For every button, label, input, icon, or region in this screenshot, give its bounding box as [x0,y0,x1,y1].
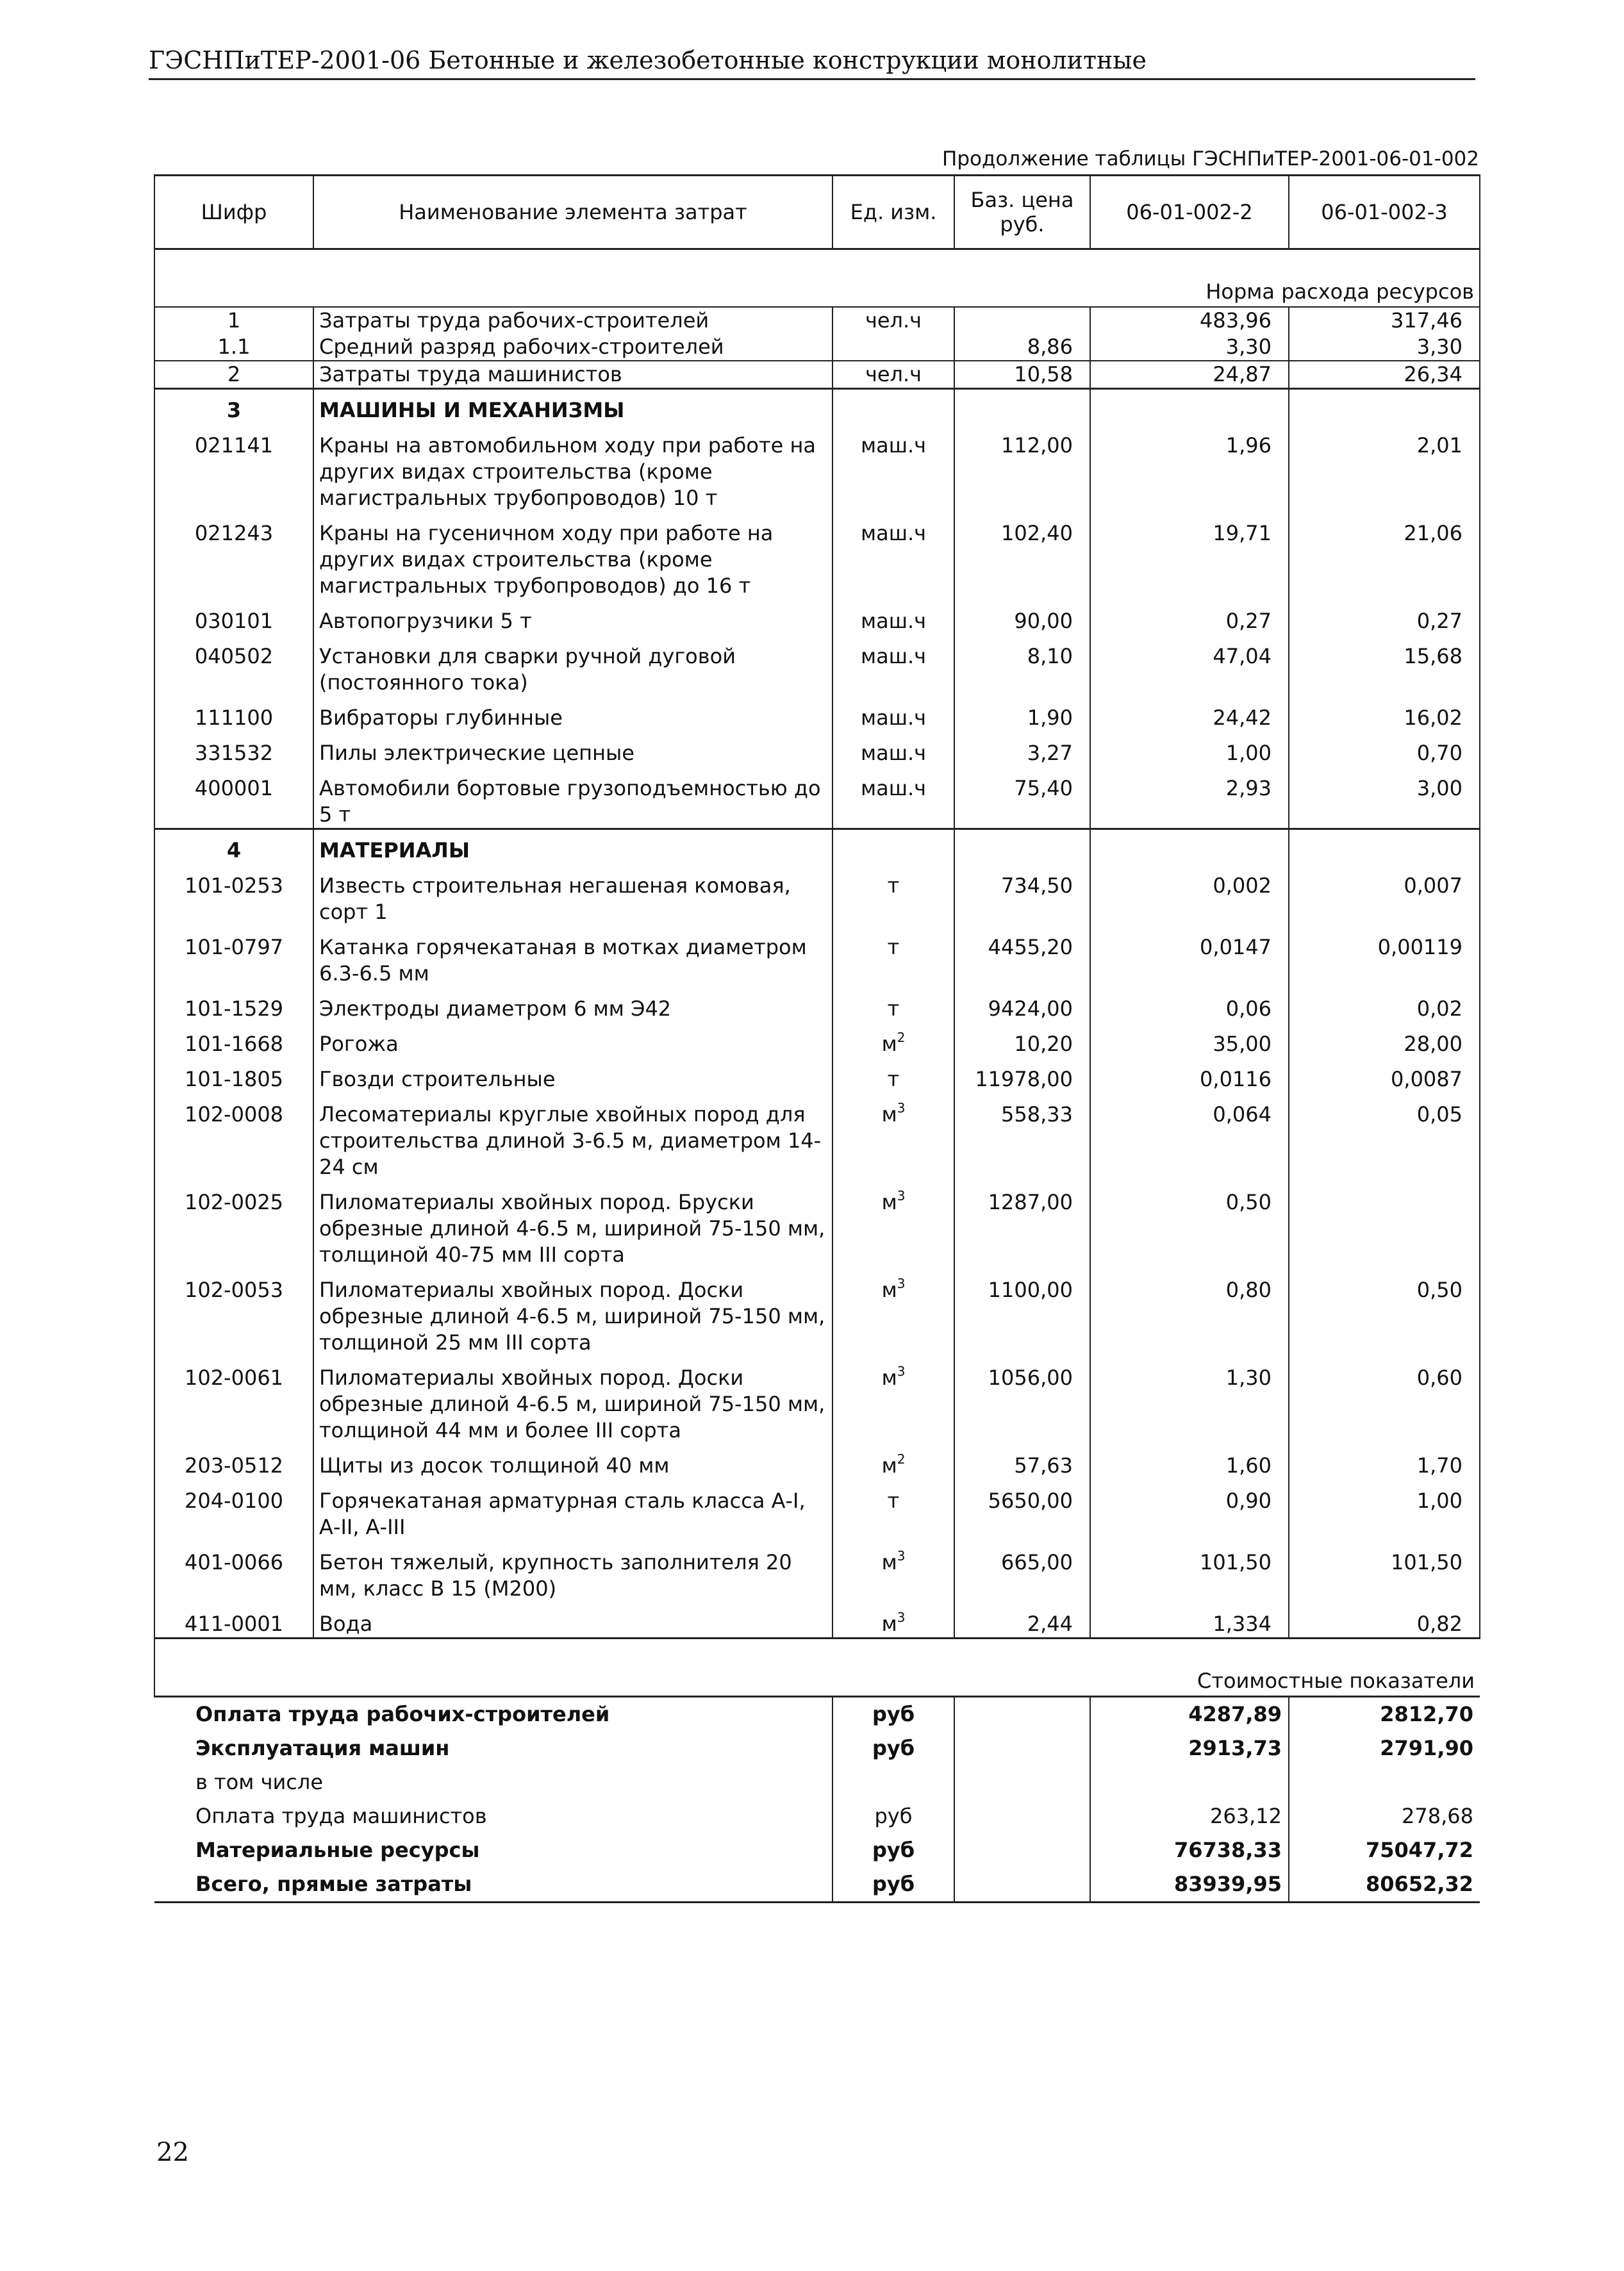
totals-a: 4287,89 [1090,1697,1289,1732]
row-unit-text: т [887,996,900,1021]
row-name: Краны на гусеничном ходу при работе на других видах строительства (кроме магистральных трубопроводов) до 16 т [313,511,833,599]
totals-b [1289,1765,1480,1799]
totals-a: 263,12 [1090,1799,1289,1833]
row-unit [833,1602,954,1639]
row-norm-a: 24,42 [1090,696,1289,731]
row-norm-a: 2,93 [1090,766,1289,829]
row-unit-text: т [887,1489,900,1513]
empty-cell [1289,389,1480,424]
totals-row [154,1731,1480,1765]
section-materials [154,829,1480,864]
empty-cell [954,1799,1090,1833]
row-unit-text: м [881,1032,897,1056]
cost-band-label: Стоимостные показатели [154,1639,1480,1697]
labor-row [154,307,1480,334]
unit-superscript: 2 [897,1030,906,1045]
header-price [954,176,1090,249]
totals-unit [833,1765,954,1799]
header-price-line2: руб. [1000,212,1045,236]
material-row [154,1180,1480,1268]
row-code: 101-0797 [154,925,313,987]
row-norm-b: 0,50 [1289,1268,1480,1356]
row-code: 040502 [154,634,313,696]
empty-cell [833,389,954,424]
row-price: 57,63 [954,1444,1090,1479]
machine-row [154,634,1480,696]
row-unit-text: маш.ч [860,706,927,730]
row-unit [833,307,954,334]
totals-unit: руб [833,1867,954,1903]
row-unit-text: маш.ч [860,521,927,545]
row-name: Краны на автомобильном ходу при работе на других видах строительства (кроме магистральных трубопроводов) 10 т [313,424,833,511]
row-name: Гвозди строительные [313,1057,833,1093]
row-norm-a: 3,30 [1090,334,1289,361]
row-norm-b: 0,02 [1289,987,1480,1022]
empty-cell [1090,389,1289,424]
row-norm-b: 0,82 [1289,1602,1480,1639]
row-norm-a: 0,002 [1090,864,1289,925]
totals-a [1090,1765,1289,1799]
material-row [154,1093,1480,1180]
totals-label: в том числе [195,1770,323,1794]
row-unit [833,1356,954,1444]
row-norm-b: 28,00 [1289,1022,1480,1057]
row-norm-b: 0,05 [1289,1093,1480,1180]
row-norm-b: 0,60 [1289,1356,1480,1444]
row-name: Бетон тяжелый, крупность заполнителя 20 мм, класс В 15 (М200) [313,1540,833,1602]
row-unit [833,1093,954,1180]
row-unit-text: м [881,1453,897,1478]
row-norm-b: 0,00119 [1289,925,1480,987]
row-norm-b: 0,70 [1289,731,1480,766]
totals-a: 83939,95 [1090,1867,1289,1903]
unit-superscript: 2 [897,1451,906,1467]
row-norm-b: 0,007 [1289,864,1480,925]
totals-unit: руб [833,1731,954,1765]
material-row [154,1602,1480,1639]
empty-cell [1090,829,1289,864]
row-unit-text: т [887,935,900,959]
table-header-row [154,176,1480,249]
row-code: 102-0025 [154,1180,313,1268]
empty-cell [833,829,954,864]
page-number: 22 [156,2138,189,2167]
row-price [954,307,1090,334]
row-name: Затраты труда машинистов [313,361,833,389]
row-unit-text: маш.ч [860,644,927,668]
row-code: 1.1 [154,334,313,361]
row-unit [833,766,954,829]
row-unit-text: чел.ч [865,362,922,386]
row-code: 400001 [154,766,313,829]
row-price: 4455,20 [954,925,1090,987]
header-price-line1: Баз. цена [970,188,1074,212]
row-name: Вода [313,1602,833,1639]
row-name: Щиты из досок толщиной 40 мм [313,1444,833,1479]
row-price: 75,40 [954,766,1090,829]
row-code: 102-0053 [154,1268,313,1356]
row-norm-a: 1,60 [1090,1444,1289,1479]
row-name: Установки для сварки ручной дуговой (постоянного тока) [313,634,833,696]
totals-label: Оплата труда рабочих-строителей [154,1697,833,1732]
totals-b: 75047,72 [1289,1833,1480,1867]
running-header: ГЭСНПиТЕР-2001-06 Бетонные и железобетонные конструкции монолитные [149,46,1475,80]
totals-a: 76738,33 [1090,1833,1289,1867]
row-price: 3,27 [954,731,1090,766]
empty-cell [954,1765,1090,1799]
row-norm-a: 24,87 [1090,361,1289,389]
row-name: Затраты труда рабочих-строителей [313,307,833,334]
totals-label: Всего, прямые затраты [154,1867,833,1903]
row-code: 111100 [154,696,313,731]
row-name: Пиломатериалы хвойных пород. Доски обрезные длиной 4-6.5 м, шириной 75-150 мм, толщиной 25 мм III сорта [313,1268,833,1356]
row-unit-text: м [881,1190,897,1214]
row-norm-b: 0,27 [1289,599,1480,634]
unit-superscript: 3 [897,1548,906,1564]
row-name: Известь строительная негашеная комовая, сорт 1 [313,864,833,925]
row-price: 734,50 [954,864,1090,925]
row-unit [833,1022,954,1057]
header-col-a: 06-01-002-2 [1090,176,1289,249]
row-norm-a: 0,27 [1090,599,1289,634]
unit-superscript: 3 [897,1364,906,1379]
norm-band-label: Норма расхода ресурсов [154,249,1480,308]
row-unit [833,599,954,634]
row-unit-text: маш.ч [860,609,927,633]
totals-unit: руб [833,1697,954,1732]
machine-row [154,766,1480,829]
machine-row [154,424,1480,511]
row-price: 1100,00 [954,1268,1090,1356]
material-row [154,1356,1480,1444]
material-row [154,1022,1480,1057]
header-name: Наименование элемента затрат [313,176,833,249]
totals-b: 2812,70 [1289,1697,1480,1732]
row-norm-a: 0,80 [1090,1268,1289,1356]
row-norm-a: 0,06 [1090,987,1289,1022]
row-code: 204-0100 [154,1479,313,1540]
row-price: 9424,00 [954,987,1090,1022]
unit-superscript: 3 [897,1188,906,1203]
row-unit-text: чел.ч [865,308,922,333]
material-row [154,1057,1480,1093]
row-name: Рогожа [313,1022,833,1057]
row-norm-b: 2,01 [1289,424,1480,511]
row-code: 1 [154,307,313,334]
row-norm-a: 1,00 [1090,731,1289,766]
row-unit-text: маш.ч [860,776,927,800]
section-title: МАТЕРИАЛЫ [313,829,833,864]
material-row [154,1444,1480,1479]
row-norm-b: 16,02 [1289,696,1480,731]
row-norm-a: 0,50 [1090,1180,1289,1268]
row-unit-text: маш.ч [860,433,927,458]
totals-row [154,1867,1480,1903]
row-unit [833,1268,954,1356]
row-unit [833,731,954,766]
labor-row [154,334,1480,361]
empty-cell [1289,829,1480,864]
material-row [154,1540,1480,1602]
row-price: 90,00 [954,599,1090,634]
row-name: Электроды диаметром 6 мм Э42 [313,987,833,1022]
row-price: 558,33 [954,1093,1090,1180]
unit-superscript: 3 [897,1100,906,1116]
machine-row [154,731,1480,766]
row-code: 411-0001 [154,1602,313,1639]
row-unit [833,361,954,389]
norm-band [154,249,1480,308]
row-unit [833,1540,954,1602]
row-norm-a: 19,71 [1090,511,1289,599]
totals-label: Оплата труда машинистов [195,1804,487,1828]
row-code: 203-0512 [154,1444,313,1479]
row-unit [833,1444,954,1479]
header-code: Шифр [154,176,313,249]
unit-superscript: 3 [897,1276,906,1291]
row-norm-b: 15,68 [1289,634,1480,696]
row-norm-b: 1,00 [1289,1479,1480,1540]
row-price: 5650,00 [954,1479,1090,1540]
row-unit [833,925,954,987]
table-caption: Продолжение таблицы ГЭСНПиТЕР-2001-06-01-002 [942,147,1479,170]
totals-unit: руб [833,1799,954,1833]
material-row [154,987,1480,1022]
material-row [154,1479,1480,1540]
row-unit-text: м [881,1550,897,1574]
row-norm-a: 47,04 [1090,634,1289,696]
row-price: 1287,00 [954,1180,1090,1268]
row-name: Вибраторы глубинные [313,696,833,731]
row-norm-a: 35,00 [1090,1022,1289,1057]
row-unit [833,1180,954,1268]
row-price: 1,90 [954,696,1090,731]
row-code: 102-0061 [154,1356,313,1444]
material-row [154,864,1480,925]
row-name: Автомобили бортовые грузоподъемностью до 5 т [313,766,833,829]
empty-cell [954,829,1090,864]
row-name: Катанка горячекатаная в мотках диаметром 6.3-6.5 мм [313,925,833,987]
row-code: 021141 [154,424,313,511]
row-norm-a: 0,0147 [1090,925,1289,987]
row-norm-b: 317,46 [1289,307,1480,334]
row-unit [833,1479,954,1540]
row-unit-text: м [881,1366,897,1390]
header-unit: Ед. изм. [833,176,954,249]
row-unit-text: т [887,1067,900,1091]
section-machines [154,389,1480,424]
unit-superscript: 3 [897,1610,906,1625]
row-norm-b: 1,70 [1289,1444,1480,1479]
section-code: 3 [154,389,313,424]
totals-row [154,1799,1480,1833]
row-code: 401-0066 [154,1540,313,1602]
totals-a: 2913,73 [1090,1731,1289,1765]
totals-row [154,1697,1480,1732]
empty-cell [954,1731,1090,1765]
totals-b: 278,68 [1289,1799,1480,1833]
row-name: Горячекатаная арматурная сталь класса А-I, А-II, А-III [313,1479,833,1540]
totals-b: 2791,90 [1289,1731,1480,1765]
row-code: 102-0008 [154,1093,313,1180]
row-norm-b: 21,06 [1289,511,1480,599]
empty-cell [954,1867,1090,1903]
row-price: 11978,00 [954,1057,1090,1093]
row-code: 2 [154,361,313,389]
empty-cell [954,1833,1090,1867]
row-price: 102,40 [954,511,1090,599]
machine-row [154,511,1480,599]
cost-band [154,1639,1480,1697]
row-name: Пилы электрические цепные [313,731,833,766]
row-unit [833,696,954,731]
row-norm-b: 3,00 [1289,766,1480,829]
totals-row [154,1833,1480,1867]
row-norm-a: 483,96 [1090,307,1289,334]
row-name: Автопогрузчики 5 т [313,599,833,634]
totals-label: Эксплуатация машин [195,1736,450,1760]
row-norm-a: 1,334 [1090,1602,1289,1639]
row-code: 101-1805 [154,1057,313,1093]
totals-row [154,1765,1480,1799]
resource-norm-table [154,174,1480,1903]
row-name: Пиломатериалы хвойных пород. Бруски обрезные длиной 4-6.5 м, шириной 75-150 мм, толщиной 40-75 мм III сорта [313,1180,833,1268]
totals-label: Материальные ресурсы [195,1838,480,1862]
material-row [154,1268,1480,1356]
row-norm-b [1289,1180,1480,1268]
row-code: 101-1529 [154,987,313,1022]
row-unit-text: м [881,1102,897,1127]
row-norm-a: 1,30 [1090,1356,1289,1444]
section-code: 4 [154,829,313,864]
material-row [154,925,1480,987]
row-unit [833,987,954,1022]
row-unit [833,334,954,361]
row-unit [833,424,954,511]
row-name: Средний разряд рабочих-строителей [313,334,833,361]
row-norm-b: 26,34 [1289,361,1480,389]
empty-cell [954,389,1090,424]
row-price: 112,00 [954,424,1090,511]
totals-unit: руб [833,1833,954,1867]
row-price: 2,44 [954,1602,1090,1639]
row-norm-a: 101,50 [1090,1540,1289,1602]
section-title: МАШИНЫ И МЕХАНИЗМЫ [313,389,833,424]
row-name: Лесоматериалы круглые хвойных пород для строительства длиной 3-6.5 м, диаметром 14-24 см [313,1093,833,1180]
row-unit [833,511,954,599]
row-price: 10,58 [954,361,1090,389]
row-code: 101-1668 [154,1022,313,1057]
row-norm-a: 0,0116 [1090,1057,1289,1093]
row-price: 8,86 [954,334,1090,361]
row-norm-a: 0,90 [1090,1479,1289,1540]
row-unit-text: м [881,1612,897,1636]
row-unit [833,634,954,696]
row-code: 101-0253 [154,864,313,925]
row-unit [833,1057,954,1093]
row-norm-b: 101,50 [1289,1540,1480,1602]
labor-row [154,361,1480,389]
totals-b: 80652,32 [1289,1867,1480,1903]
row-price: 665,00 [954,1540,1090,1602]
machine-row [154,599,1480,634]
row-norm-a: 1,96 [1090,424,1289,511]
row-code: 021243 [154,511,313,599]
row-price: 10,20 [954,1022,1090,1057]
row-name: Пиломатериалы хвойных пород. Доски обрезные длиной 4-6.5 м, шириной 75-150 мм, толщиной 44 мм и более III сорта [313,1356,833,1444]
header-col-b: 06-01-002-3 [1289,176,1480,249]
row-price: 8,10 [954,634,1090,696]
row-price: 1056,00 [954,1356,1090,1444]
row-norm-b: 3,30 [1289,334,1480,361]
row-unit-text: маш.ч [860,741,927,765]
row-norm-a: 0,064 [1090,1093,1289,1180]
empty-cell [954,1697,1090,1732]
row-unit-text: т [887,873,900,898]
row-unit-text: м [881,1278,897,1302]
machine-row [154,696,1480,731]
row-code: 331532 [154,731,313,766]
row-norm-b: 0,0087 [1289,1057,1480,1093]
row-unit [833,864,954,925]
row-code: 030101 [154,599,313,634]
